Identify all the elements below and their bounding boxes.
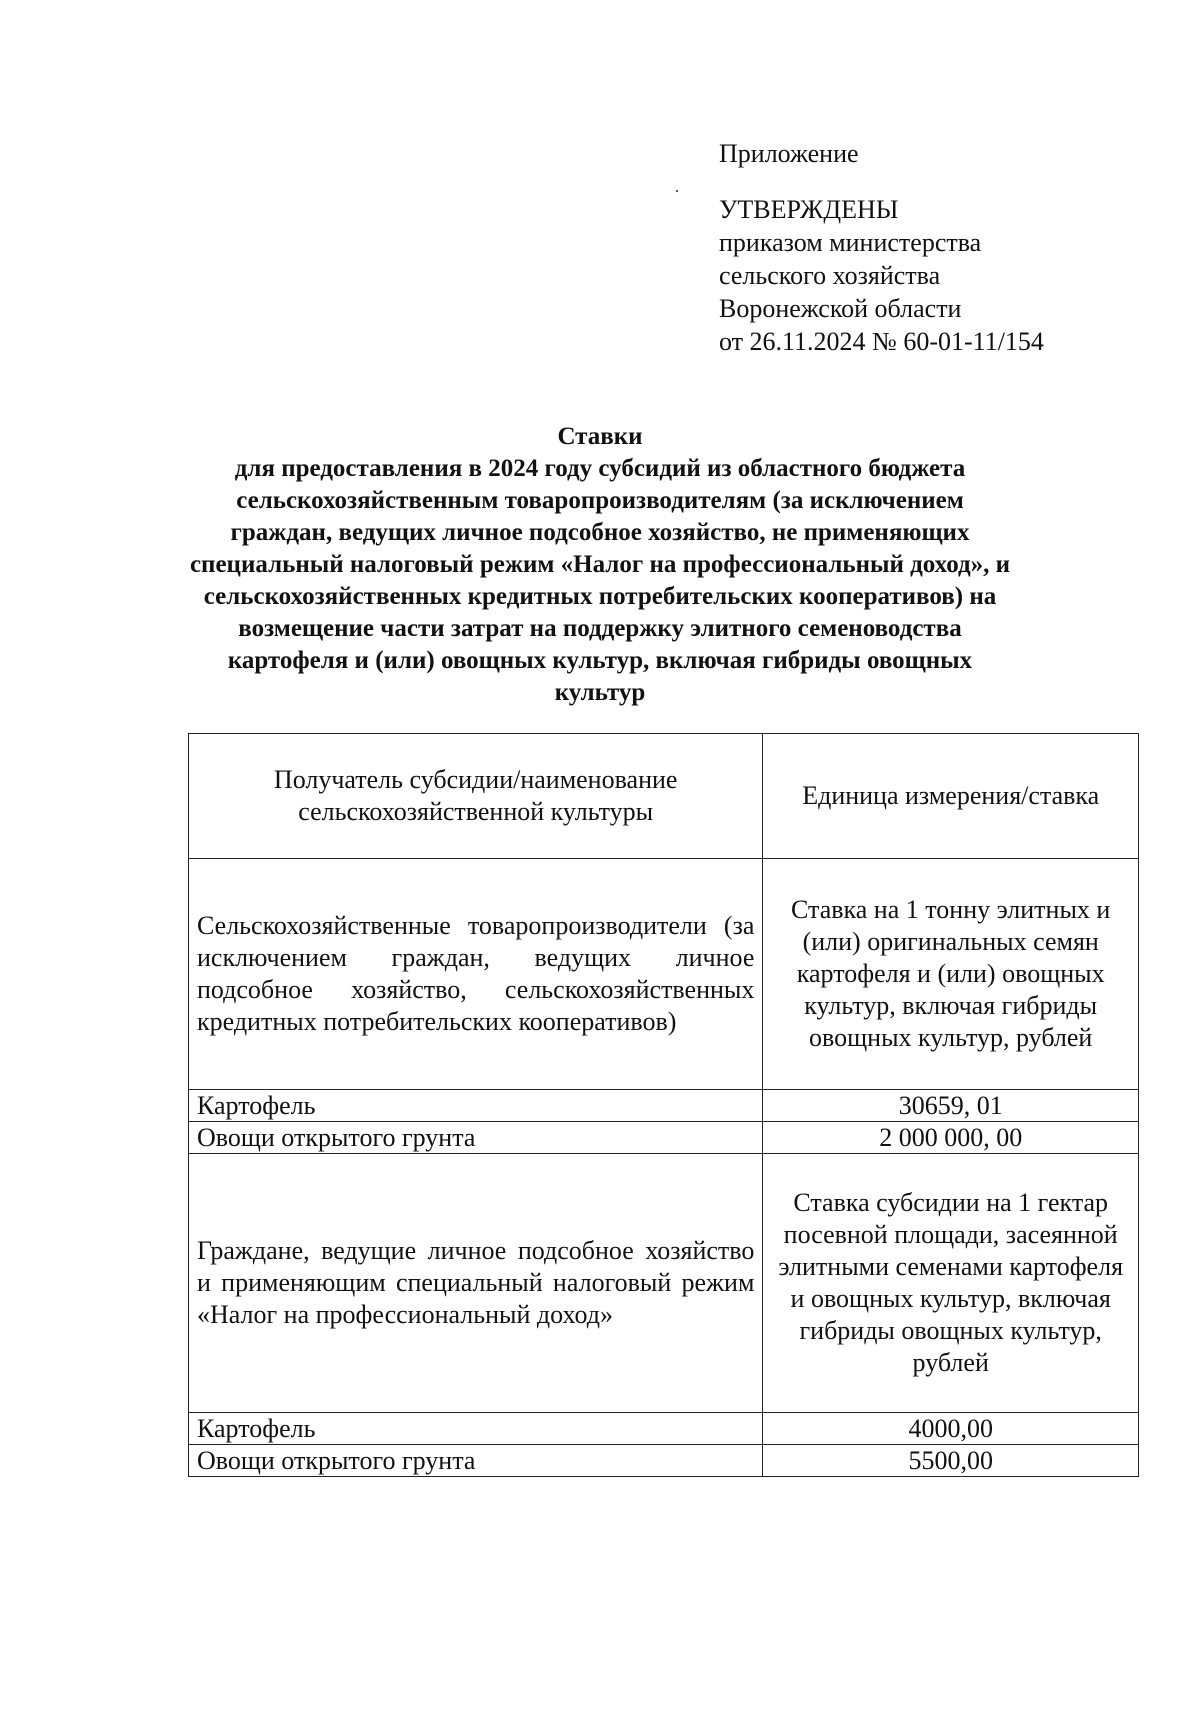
approval-line: приказом министерства [719,228,982,257]
title-line: для предоставления в 2024 году субсидий из областного бюджета [234,455,966,482]
crop-name: Овощи открытого грунта [189,1445,763,1477]
order-date-number: от 26.11.2024 № 60-01-11/154 [719,327,1044,356]
group-unit: Ставка субсидии на 1 гектар посевной площади, засеянной элитными семенами картофеля и овощных культур, включая гибриды овощных культур, рублей [763,1154,1139,1413]
approval-line: сельского хозяйства [719,261,941,290]
group-unit: Ставка на 1 тонну элитных и (или) оригинальных семян картофеля и (или) овощных культур, включая гибриды овощных культур, рублей [763,859,1139,1090]
title-line: специальный налоговый режим «Налог на профессиональный доход», и [189,551,1011,578]
crop-name: Картофель [189,1090,763,1122]
title-line: сельскохозяйственных кредитных потребительских кооперативов) на [203,583,997,610]
group-recipient: Граждане, ведущие личное подсобное хозяйство и применяющим специальный налоговый режим «Налог на профессиональный доход» [189,1154,763,1413]
approval-block [719,137,1044,358]
title-line: граждан, ведущих личное подсобное хозяйство, не применяющих [230,519,970,546]
group-row [189,1154,1139,1413]
header-unit: Единица измерения/ставка [763,734,1139,859]
crop-name: Картофель [189,1413,763,1445]
rate-value: 2 000 000, 00 [763,1122,1139,1154]
title-line: сельскохозяйственным товаропроизводителям (за исключением [236,487,964,514]
table-row [189,1122,1139,1154]
group-recipient: Сельскохозяйственные товаропроизводители (за исключением граждан, ведущих личное подсобное хозяйство, сельскохозяйственных кредитных потребительских кооперативов) [189,859,763,1090]
table-row [189,1445,1139,1477]
document-title [180,421,1020,709]
table-row [189,1090,1139,1122]
title-line: картофеля и (или) овощных культур, включая гибриды овощных [227,647,973,674]
rate-value: 5500,00 [763,1445,1139,1477]
title-line: культур [554,679,646,706]
header-recipient: Получатель субсидии/наименование сельскохозяйственной культуры [189,734,763,859]
approval-line: Воронежской области [719,294,962,323]
rate-value: 4000,00 [763,1413,1139,1445]
title-line: возмещение части затрат на поддержку элитного семеноводства [238,615,962,642]
approved-label: УТВЕРЖДЕНЫ [719,195,899,224]
table-header-row [189,734,1139,859]
table-row [189,1413,1139,1445]
title-line: Ставки [557,423,643,450]
rates-table [188,733,1139,1477]
group-row [189,859,1139,1090]
rate-value: 30659, 01 [763,1090,1139,1122]
crop-name: Овощи открытого грунта [189,1122,763,1154]
appendix-label: Приложение [719,139,859,168]
scan-speck [676,190,678,192]
